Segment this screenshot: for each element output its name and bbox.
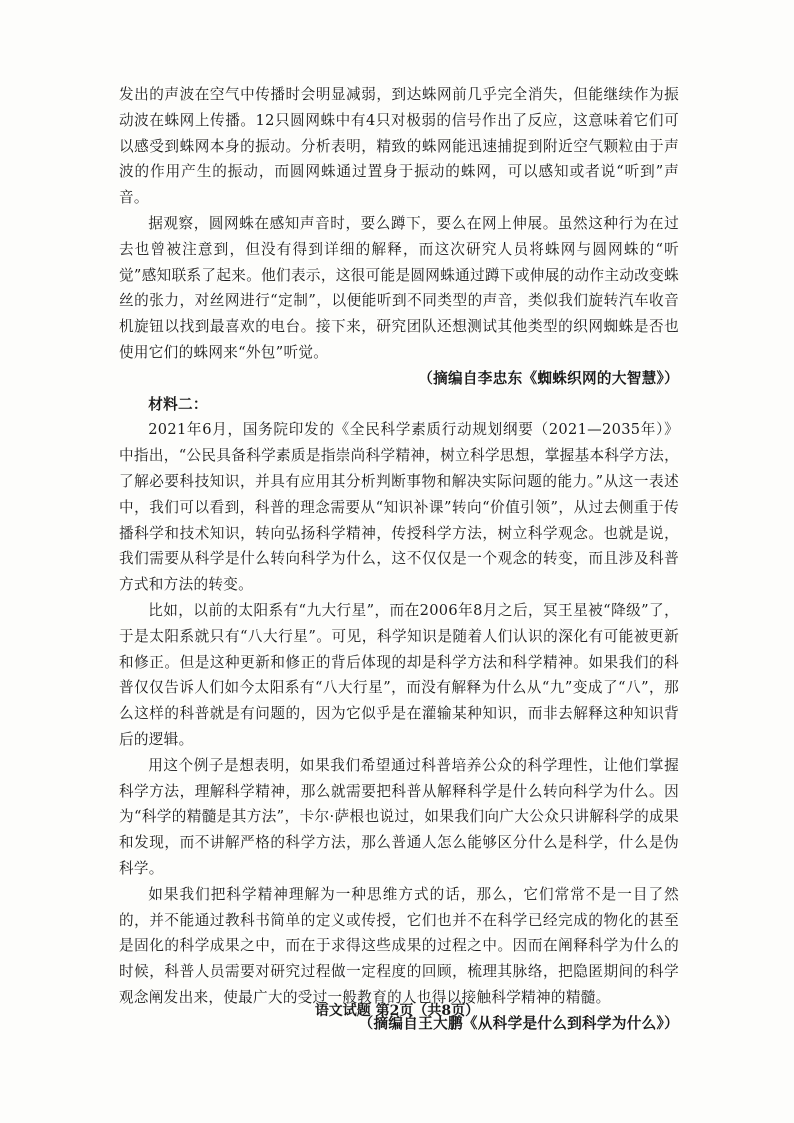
source-citation-1: （摘编自李忠东《蜘蛛织网的大智慧》） bbox=[418, 369, 679, 387]
paragraph-planets: 比如，以前的太阳系有“九大行星”，而在2006年8月之后，冥王星被“降级”了，于是太阳系就只有“八大行星”。可见，科学知识是随着人们认识的深化有可能被更新和修正。但是这种更新和修正的背后体现的却是科学方法和科学精神。如果我们的科普仅仅告诉人们如今太阳系有“八大行星”，而没有解释为什么从“九”变成了“八”，那么这样的科普就是有问题的，因为它似乎是在灌输某种知识，而非去解释这种知识背后的逻辑。 bbox=[119, 601, 679, 748]
paragraph-policy: 2021年6月，国务院印发的《全民科学素质行动规划纲要（2021—2035年）》中指出，“公民具备科学素质是指崇尚科学精神，树立科学思想，掌握基本科学方法，了解必要科技知识，并具有应用其分析判断事物和解决实际问题的能力。”从这一表述中，我们可以看到，科普的理念需要从“知识补课”转向“价值引领”，从过去侧重于传播科学和技术知识，转向弘扬科学精神，传授科学方法，树立科学观念。也就是说，我们需要从科学是什么转向科学为什么，这不仅仅是一个观念的转变，而且涉及科普方式和方法的转变。 bbox=[119, 421, 679, 594]
paragraph-continued: 发出的声波在空气中传播时会明显减弱，到达蛛网前几乎完全消失，但能继续作为振动波在蛛网上传播。12只圆网蛛中有4只对极弱的信号作出了反应，这意味着它们可以感受到蛛网本身的振动。分析表明，精致的蛛网能迅速捕捉到附近空气颗粒由于声波的作用产生的振动，而圆网蛛通过置身于振动的蛛网，可以感知或者说“听到”声音。 bbox=[119, 86, 679, 207]
page-footer: 语文试题 第2页（共8页） bbox=[314, 1003, 480, 1019]
article-text bbox=[119, 82, 679, 1036]
source-citation-2: （摘编自王大鹏《从科学是什么到科学为什么》） bbox=[358, 1014, 679, 1032]
paragraph-observation: 据观察，圆网蛛在感知声音时，要么蹲下，要么在网上伸展。虽然这种行为在过去也曾被注意到，但没有得到详细的解释，而这次研究人员将蛛网与圆网蛛的“听觉”感知联系了起来。他们表示，这很可能是圆网蛛通过蹲下或伸展的动作主动改变蛛丝的张力，对丝网进行“定制”，以便能听到不同类型的声音，类似我们旋转汽车收音机旋钮以找到最喜欢的电台。接下来，研究团队还想测试其他类型的织网蜘蛛是否也使用它们的蛛网来“外包”听觉。 bbox=[119, 214, 679, 361]
paragraph-spirit: 如果我们把科学精神理解为一种思维方式的话，那么，它们常常不是一目了然的，并不能通过教科书简单的定义或传授，它们也并不在科学已经完成的物化的甚至是固化的科学成果之中，而在于求得这些成果的过程之中。因而在阐释科学为什么的时候，科普人员需要对研究过程做一定程度的回顾，梳理其脉络，把隐匿期间的科学观念阐发出来，使最广大的受过一般教育的人也得以接触科学精神的精髓。 bbox=[119, 885, 679, 1006]
material-two-heading: 材料二： bbox=[148, 395, 208, 413]
paragraph-example: 用这个例子是想表明，如果我们希望通过科普培养公众的科学理性，让他们掌握科学方法，理解科学精神，那么就需要把科普从解释科学是什么转向科学为什么。因为“科学的精髓是其方法”，卡尔·萨根也说过，如果我们向广大公众只讲解科学的成果和发现，而不讲解严格的科学方法，那么普通人怎么能够区分什么是科学，什么是伪科学。 bbox=[119, 756, 679, 877]
